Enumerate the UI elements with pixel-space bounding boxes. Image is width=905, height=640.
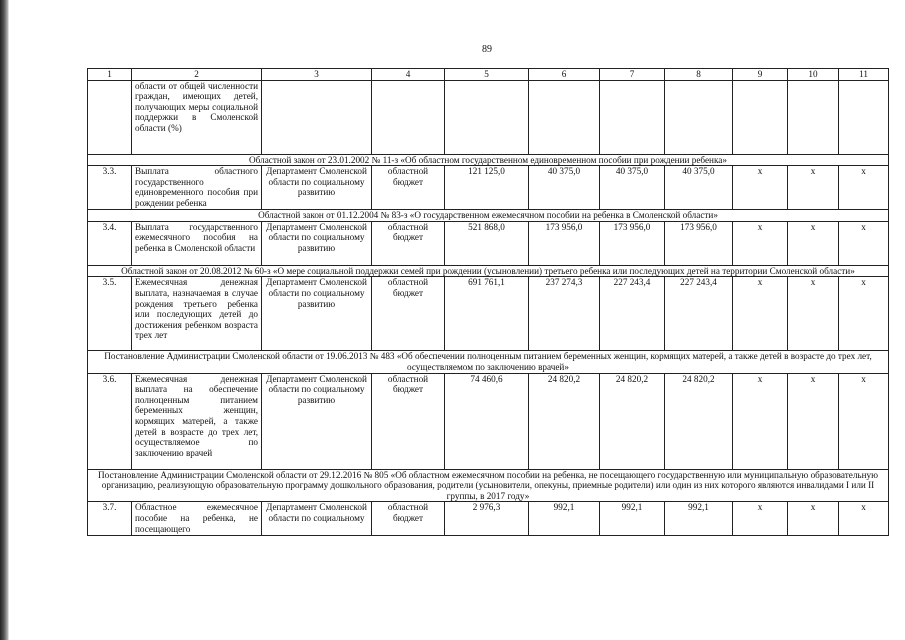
mark-col-11: х <box>839 502 889 536</box>
amount-total: 521 868,0 <box>445 221 529 265</box>
funding-source: областной бюджет <box>372 166 445 210</box>
amount-total: 121 125,0 <box>445 166 529 210</box>
amount-total <box>445 80 529 154</box>
mark-col-10: х <box>788 502 839 536</box>
amount-year-1: 173 956,0 <box>529 221 600 265</box>
funding-source <box>372 80 445 154</box>
mark-col-10 <box>788 80 839 154</box>
col-header: 4 <box>372 69 445 81</box>
indicator-text: области от общей численности граждан, имеющих детей, получающих меры социальной поддержки в Смоленской области (%) <box>132 80 262 154</box>
amount-year-1: 992,1 <box>529 502 600 536</box>
col-header: 10 <box>788 69 839 81</box>
amount-year-2: 40 375,0 <box>600 166 665 210</box>
row-number: 3.3. <box>88 166 132 210</box>
measure-name: Выплата областного государственного единовременного пособия при рождении ребенка <box>132 166 262 210</box>
scan-edge <box>0 0 9 640</box>
table-row <box>88 221 889 265</box>
mark-col-9 <box>733 80 788 154</box>
measure-name: Выплата государственного ежемесячного пособия на ребенка в Смоленской области <box>132 221 262 265</box>
responsible-body <box>262 80 372 154</box>
table-row <box>88 502 889 536</box>
row-number: 3.7. <box>88 502 132 536</box>
mark-col-10: х <box>788 166 839 210</box>
col-header: 11 <box>839 69 889 81</box>
amount-year-3: 24 820,2 <box>665 373 733 469</box>
col-header: 2 <box>132 69 262 81</box>
funding-source: областной бюджет <box>372 277 445 351</box>
column-number-row <box>88 69 889 81</box>
amount-year-1: 237 274,3 <box>529 277 600 351</box>
measure-name: Областное ежемесячное пособие на ребенка, не посещающего <box>132 502 262 536</box>
law-heading: Областной закон от 01.12.2004 № 83-з «О государственном ежемесячном пособии на ребенка в Смоленской области» <box>88 210 889 222</box>
mark-col-9: х <box>733 166 788 210</box>
mark-col-9: х <box>733 277 788 351</box>
row-number: 3.6. <box>88 373 132 469</box>
mark-col-9: х <box>733 373 788 469</box>
law-heading-row <box>88 469 889 502</box>
funding-source: областной бюджет <box>372 502 445 536</box>
law-heading-row <box>88 351 889 373</box>
col-header: 9 <box>733 69 788 81</box>
funding-source: областной бюджет <box>372 221 445 265</box>
amount-total: 2 976,3 <box>445 502 529 536</box>
amount-year-1 <box>529 80 600 154</box>
table-row <box>88 80 889 154</box>
mark-col-10: х <box>788 221 839 265</box>
mark-col-11: х <box>839 373 889 469</box>
responsible-body: Департамент Смоленской области по социальному развитию <box>262 221 372 265</box>
mark-col-9: х <box>733 502 788 536</box>
law-heading-row <box>88 210 889 222</box>
amount-year-2: 173 956,0 <box>600 221 665 265</box>
amount-year-1: 24 820,2 <box>529 373 600 469</box>
responsible-body: Департамент Смоленской области по социальному развитию <box>262 166 372 210</box>
table-row <box>88 277 889 351</box>
mark-col-11: х <box>839 166 889 210</box>
table-row <box>88 373 889 469</box>
col-header: 6 <box>529 69 600 81</box>
amount-year-3: 227 243,4 <box>665 277 733 351</box>
col-header: 7 <box>600 69 665 81</box>
law-heading-row <box>88 265 889 277</box>
mark-col-10: х <box>788 277 839 351</box>
funding-source: областной бюджет <box>372 373 445 469</box>
law-heading: Постановление Администрации Смоленской области от 19.06.2013 № 483 «Об обеспечении полноценным питанием беременных женщин, кормящих матерей, а также детей в возрасте до трех лет, осуществляемом по заключению врачей» <box>88 351 889 373</box>
amount-year-3: 173 956,0 <box>665 221 733 265</box>
mark-col-11: х <box>839 221 889 265</box>
col-header: 5 <box>445 69 529 81</box>
col-header: 1 <box>88 69 132 81</box>
mark-col-9: х <box>733 221 788 265</box>
amount-year-3: 992,1 <box>665 502 733 536</box>
budget-table <box>87 68 889 536</box>
mark-col-10: х <box>788 373 839 469</box>
col-header: 3 <box>262 69 372 81</box>
amount-year-2: 227 243,4 <box>600 277 665 351</box>
responsible-body: Департамент Смоленской области по социальному <box>262 502 372 536</box>
responsible-body: Департамент Смоленской области по социальному развитию <box>262 277 372 351</box>
amount-total: 691 761,1 <box>445 277 529 351</box>
amount-year-3: 40 375,0 <box>665 166 733 210</box>
table-row <box>88 166 889 210</box>
row-number: 3.5. <box>88 277 132 351</box>
page-number: 89 <box>482 44 492 55</box>
law-heading: Областной закон от 20.08.2012 № 60-з «О мере социальной поддержки семей при рождении (усыновлении) третьего ребенка или последующих детей на территории Смоленской области» <box>88 265 889 277</box>
amount-year-2: 992,1 <box>600 502 665 536</box>
amount-year-2 <box>600 80 665 154</box>
row-number: 3.4. <box>88 221 132 265</box>
amount-total: 74 460,6 <box>445 373 529 469</box>
law-heading-row <box>88 154 889 166</box>
amount-year-2: 24 820,2 <box>600 373 665 469</box>
amount-year-3 <box>665 80 733 154</box>
col-header: 8 <box>665 69 733 81</box>
mark-col-11 <box>839 80 889 154</box>
measure-name: Ежемесячная денежная выплата, назначаемая в случае рождения третьего ребенка или последующих детей до достижения ребенком возраста трех лет <box>132 277 262 351</box>
law-heading: Областной закон от 23.01.2002 № 11-з «Об областном государственном единовременном пособии при рождении ребенка» <box>88 154 889 166</box>
measure-name: Ежемесячная денежная выплата на обеспечение полноценным питанием беременных женщин, кормящих матерей, а также детей в возрасте до трех лет, осуществляемое по заключению врачей <box>132 373 262 469</box>
law-heading: Постановление Администрации Смоленской области от 29.12.2016 № 805 «Об областном ежемесячном пособии на ребенка, не посещающего государственную или муниципальную образовательную организацию, реализующую образовательную программу дошкольного образования, родители (усыновители, опекуны, приемные родители) или один из них которого являются инвалидами I или II группы, в 2017 году» <box>88 469 889 502</box>
mark-col-11: х <box>839 277 889 351</box>
responsible-body: Департамент Смоленской области по социальному развитию <box>262 373 372 469</box>
row-number <box>88 80 132 154</box>
amount-year-1: 40 375,0 <box>529 166 600 210</box>
